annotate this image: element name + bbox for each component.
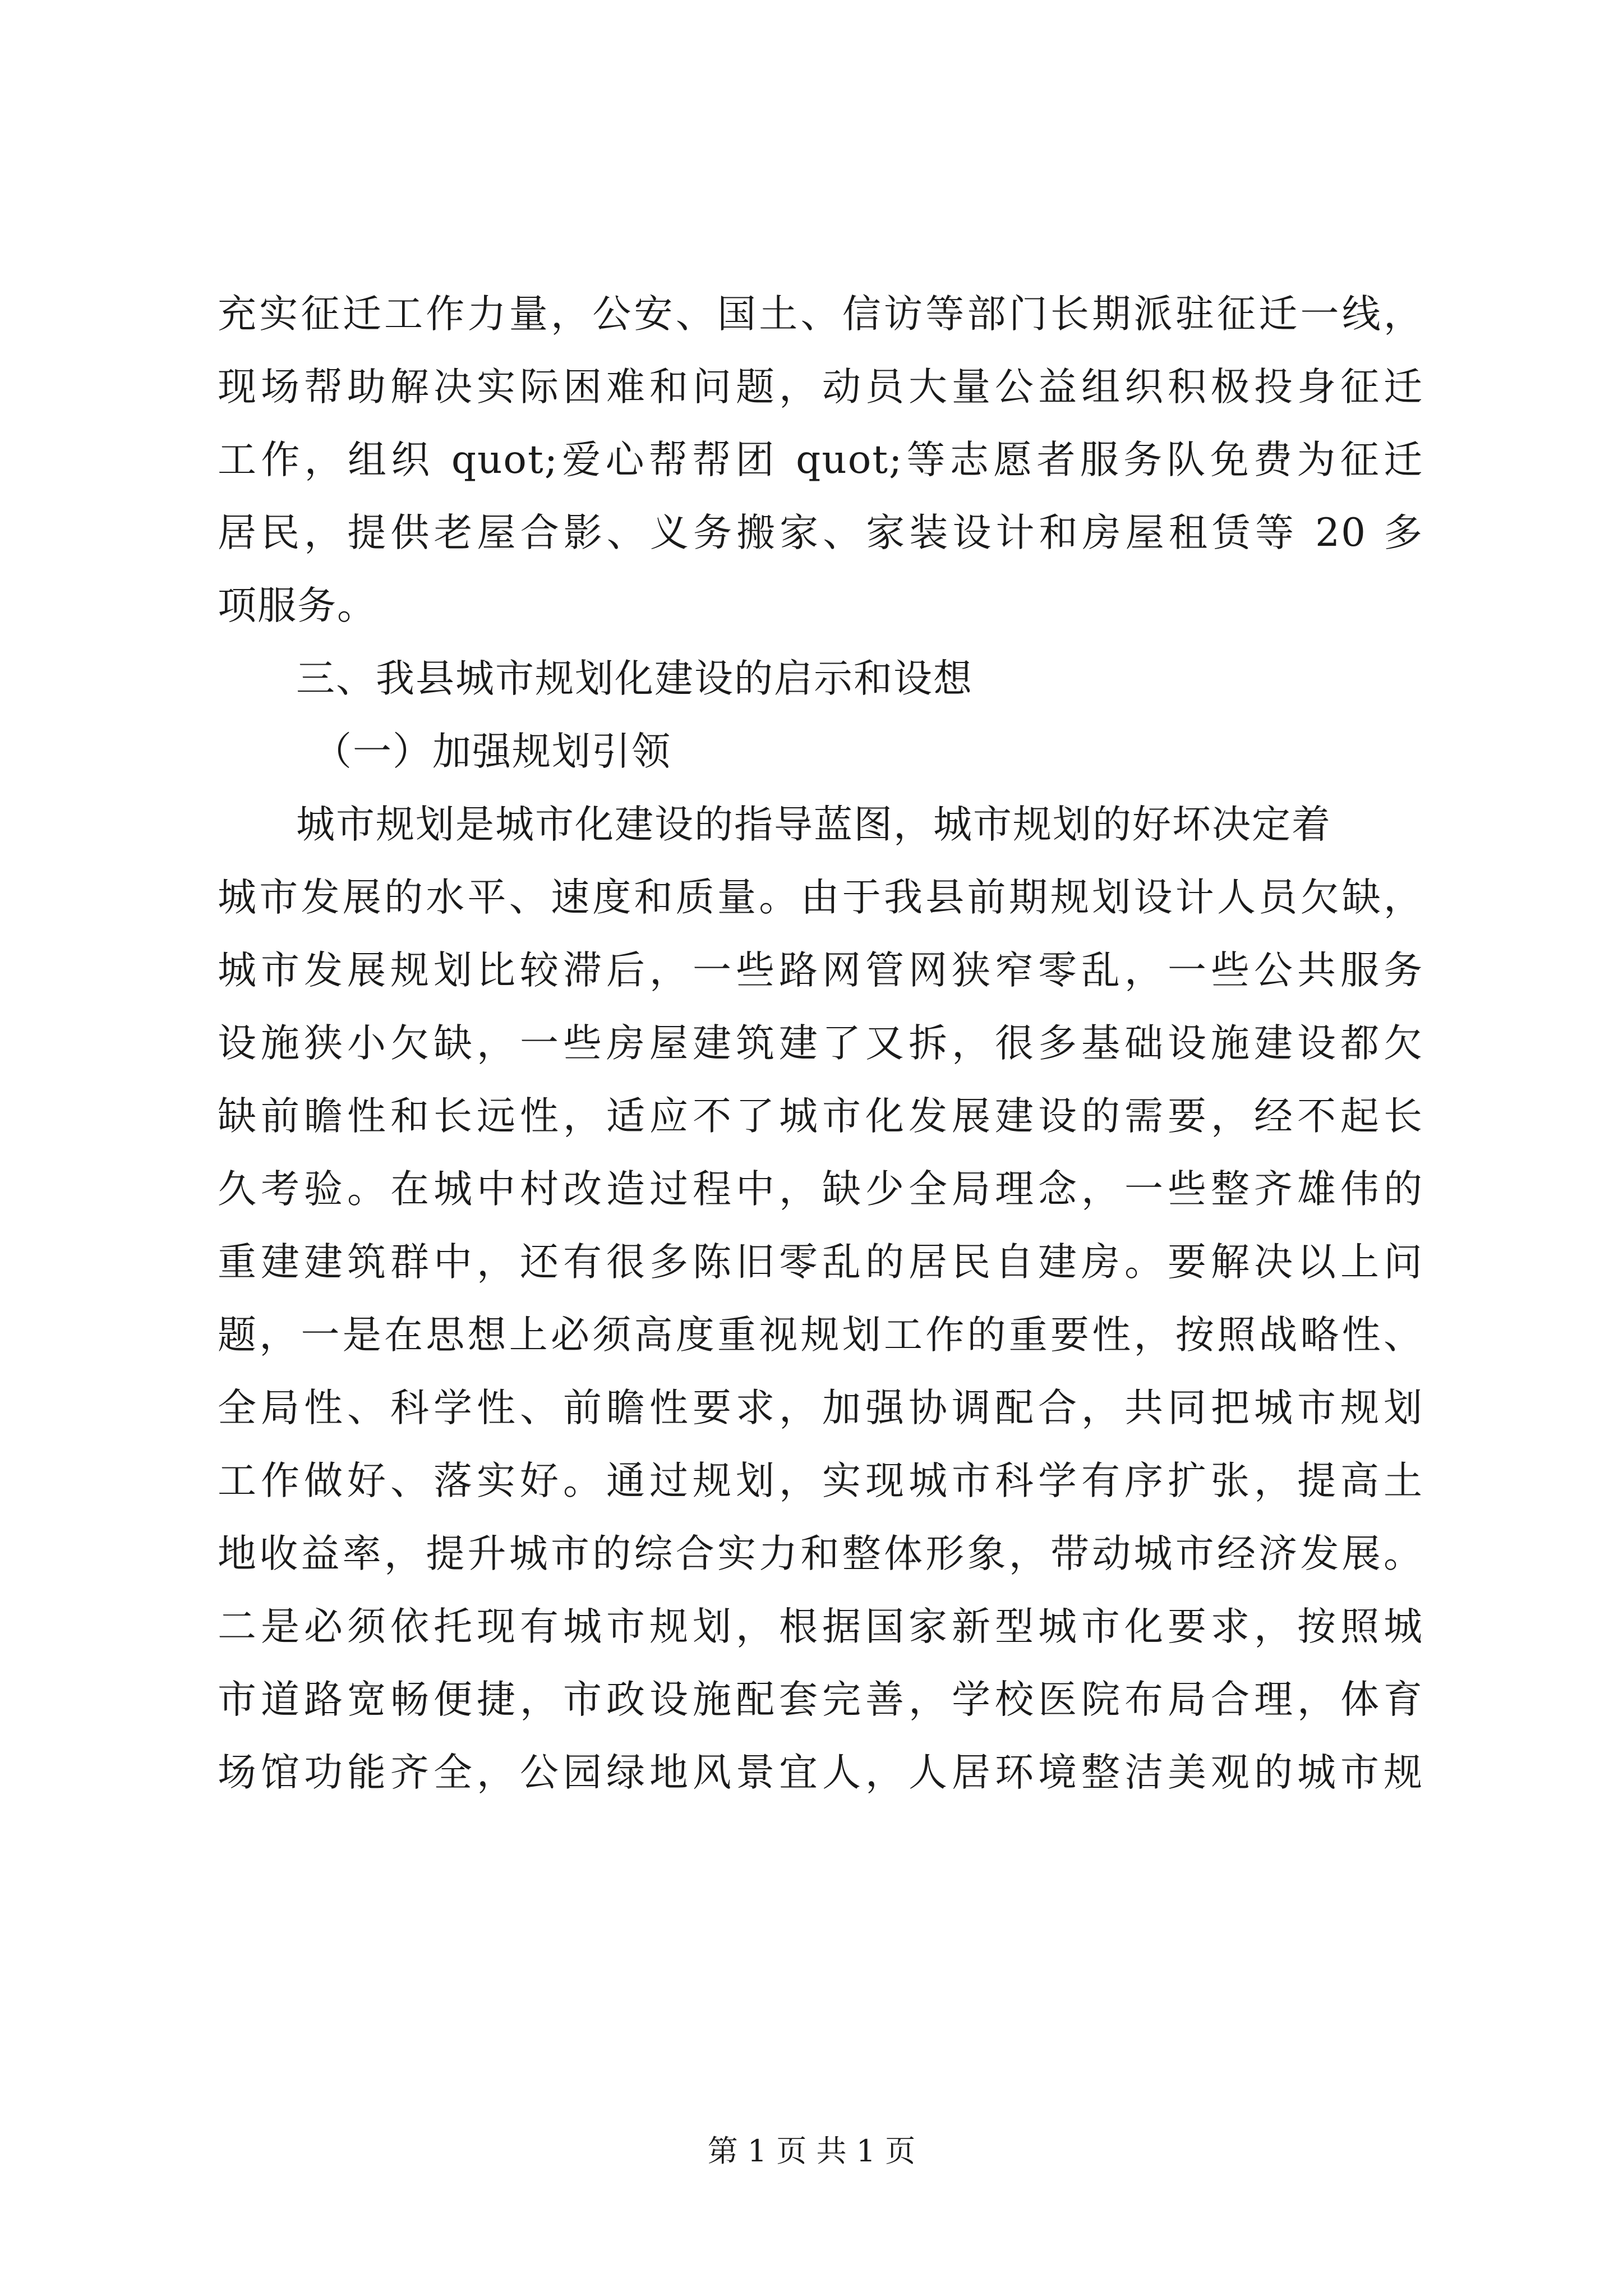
body-text-line: 市道路宽畅便捷，市政设施配套完善，学校医院布局合理，体育: [218, 1677, 1423, 1722]
subsection-heading: （一）加强规划引领: [313, 729, 671, 774]
body-text-line: 城市发展规划比较滞后，一些路网管网狭窄零乱，一些公共服务: [218, 948, 1423, 993]
section-heading: 三、我县城市规划化建设的启示和设想: [296, 656, 973, 701]
body-text-line: 现场帮助解决实际困难和问题，动员大量公益组织积极投身征迁: [218, 365, 1423, 409]
paragraph-first-line: 城市规划是城市化建设的指导蓝图，城市规划的好坏决定着: [296, 802, 1331, 847]
body-text-line: 二是必须依托现有城市规划，根据国家新型城市化要求，按照城: [218, 1604, 1423, 1649]
body-text-line: 地收益率，提升城市的综合实力和整体形象，带动城市经济发展。: [218, 1531, 1423, 1576]
body-text-line: 缺前瞻性和长远性，适应不了城市化发展建设的需要，经不起长: [218, 1094, 1423, 1139]
body-text-line: 题，一是在思想上必须高度重视规划工作的重要性，按照战略性、: [218, 1313, 1423, 1358]
page-number-footer: 第 1 页 共 1 页: [707, 2133, 916, 2169]
body-text-line: 重建建筑群中，还有很多陈旧零乱的居民自建房。要解决以上问: [218, 1240, 1423, 1285]
body-text-line: 工作做好、落实好。通过规划，实现城市科学有序扩张，提高土: [218, 1458, 1423, 1503]
body-text-line: 久考验。在城中村改造过程中，缺少全局理念，一些整齐雄伟的: [218, 1167, 1423, 1212]
body-text-line: 全局性、科学性、前瞻性要求，加强协调配合，共同把城市规划: [218, 1386, 1423, 1430]
body-text-line: 居民，提供老屋合影、义务搬家、家装设计和房屋租赁等 20 多: [218, 510, 1423, 555]
body-text-line: 场馆功能齐全，公园绿地风景宜人，人居环境整洁美观的城市规: [218, 1750, 1423, 1795]
body-text-line: 工作，组织 quot;爱心帮帮团 quot;等志愿者服务队免费为征迁: [218, 438, 1423, 482]
body-text-line: 城市发展的水平、速度和质量。由于我县前期规划设计人员欠缺，: [218, 875, 1423, 920]
body-text-line: 充实征迁工作力量，公安、国土、信访等部门长期派驻征迁一线，: [218, 292, 1423, 337]
body-text-line: 项服务。: [218, 583, 377, 628]
body-text-line: 设施狭小欠缺，一些房屋建筑建了又拆，很多基础设施建设都欠: [218, 1021, 1423, 1066]
